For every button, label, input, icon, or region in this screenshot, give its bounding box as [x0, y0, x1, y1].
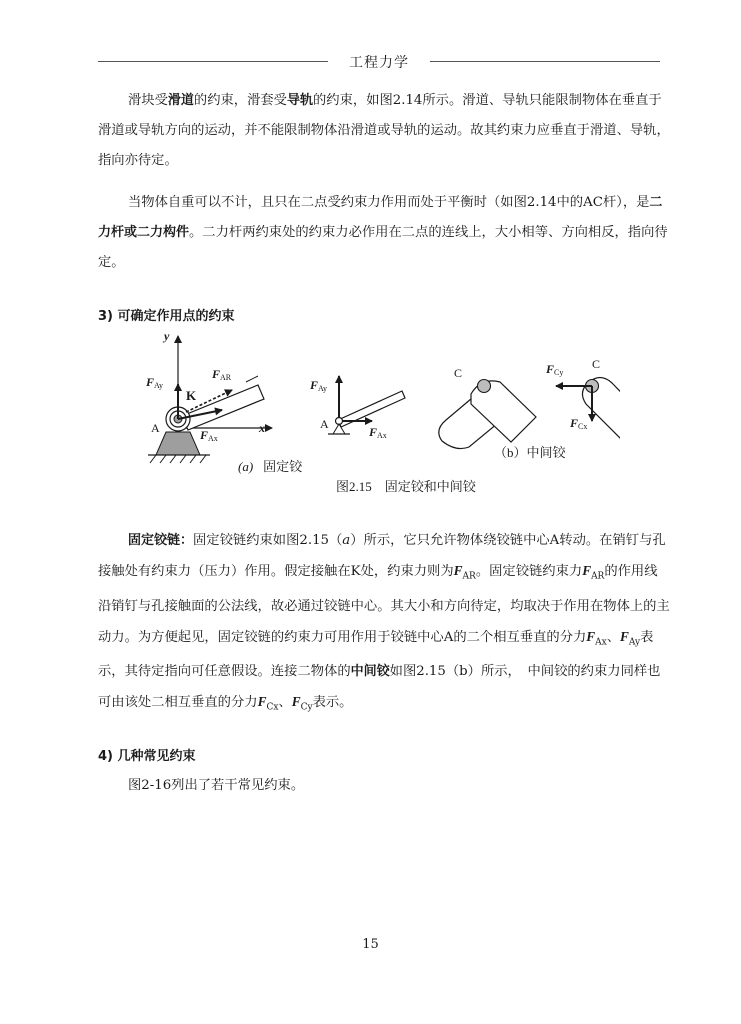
- paragraph-slide-constraint: [98, 86, 670, 176]
- force-subscript: Cy: [300, 702, 313, 713]
- text: 的约束，如图2.14所示。滑道、导轨只能限制物体在垂直于滑道或导轨方向的运动，并不能限制物体沿滑道或导轨的运动。故其约束力应垂直于滑道、导轨，指向亦待定。: [98, 93, 670, 168]
- caption-b: （b）中间铰: [494, 445, 566, 460]
- force-symbol: F: [582, 563, 592, 578]
- force-label-FAx: FAx: [200, 428, 218, 443]
- point-label-C-left: C: [454, 366, 463, 380]
- fixed-hinge-diagram: [145, 329, 303, 474]
- force-subscript: Cx: [266, 702, 279, 713]
- text: 当物体自重可以不计，且只在二点受约束力作用而处于平衡时（如图2.14中的AC杆），是: [128, 195, 650, 210]
- text: 滑块受: [128, 93, 168, 108]
- text: ）所示，它只允许物体绕铰链中心A转动。在销钉与孔接触处有约束力（压力）作用。假定接触在K处，约束力则为: [98, 533, 666, 579]
- force-symbol: F: [586, 628, 596, 644]
- force-symbol: F: [257, 694, 267, 710]
- running-header: [98, 50, 660, 72]
- figure-drawing: [140, 328, 620, 498]
- bold-term-intermediate-hinge: 中间铰: [350, 664, 390, 680]
- point-label-A-2: A: [320, 417, 329, 431]
- force-symbol: F: [291, 694, 301, 710]
- force-label-FCx: FCx: [570, 416, 588, 431]
- text: 表示。: [312, 695, 353, 711]
- text: 。二力杆两约束处的约束力必作用在二点的连线上，大小相等、方向相反，指向待定。: [98, 225, 668, 270]
- force-symbol: F: [453, 563, 463, 578]
- header-rule-right: [430, 61, 660, 62]
- point-label-C-right: C: [592, 357, 601, 371]
- italic-a: a: [342, 533, 351, 548]
- force-subscript: AR: [462, 571, 476, 582]
- text: 的作用线沿销钉与孔接触面的公法线，故必通过铰链中心。其大小和方向待定，均取决于作用在物体上的主动力。为方便起见，固定铰链的约束力可用作用于铰链中心A的二个相互垂直的分力: [98, 564, 670, 645]
- force-label-FAx-2: FAx: [369, 425, 387, 440]
- text: 表示，其待定指向可任意假设。连接二物体的: [98, 629, 654, 680]
- bold-term-guide-rail: 导轨: [286, 93, 313, 108]
- figure-2-15: [140, 328, 620, 498]
- force-subscript: Ax: [595, 637, 607, 648]
- force-label-FAy-2: FAy: [310, 378, 328, 393]
- paragraph-fixed-hinge: [98, 526, 670, 723]
- text: 如图2.15（b）所示， 中间铰的约束力同样也可由该处二相互垂直的分力: [98, 664, 661, 711]
- caption-a: (a) 固定铰: [238, 459, 303, 474]
- figure-caption: 图2.15 固定铰和中间铰: [336, 479, 476, 494]
- force-label-FAR: FAR: [212, 367, 232, 382]
- force-label-FCy: FCy: [546, 362, 564, 377]
- force-label-FAy: FAy: [146, 375, 164, 390]
- text: 的约束，滑套受: [193, 93, 287, 108]
- text: 。固定铰链约束力: [475, 564, 583, 579]
- page-number: 15: [362, 937, 379, 952]
- intermediate-hinge-diagram: [439, 357, 620, 460]
- axis-label-x: x: [259, 421, 265, 435]
- text: 图2-16列出了若干常见约束。: [128, 778, 305, 793]
- text: 、: [278, 695, 292, 711]
- header-title: 工程力学: [349, 55, 409, 71]
- hinge-force-components: [309, 376, 405, 440]
- paragraph-common-constraints: [98, 771, 670, 801]
- bold-term-slideway: 滑道: [167, 93, 194, 108]
- force-symbol: F: [620, 628, 629, 644]
- text: 固定铰链约束如图2.15（: [193, 533, 343, 548]
- point-label-K: K: [186, 388, 197, 403]
- section-heading-3: 3) 可确定作用点的约束: [98, 309, 235, 324]
- point-label-A: A: [151, 421, 160, 435]
- section-heading-4: 4) 几种常见约束: [98, 749, 196, 764]
- text: 、: [606, 629, 621, 645]
- axis-label-y: y: [164, 329, 170, 343]
- bold-term-two-force-member: 二力杆或二力构件: [98, 195, 663, 240]
- force-subscript: Ay: [628, 637, 641, 648]
- paragraph-two-force-member: [98, 188, 670, 278]
- bold-term-fixed-hinge: 固定铰链：: [128, 533, 194, 548]
- force-subscript: AR: [591, 571, 605, 582]
